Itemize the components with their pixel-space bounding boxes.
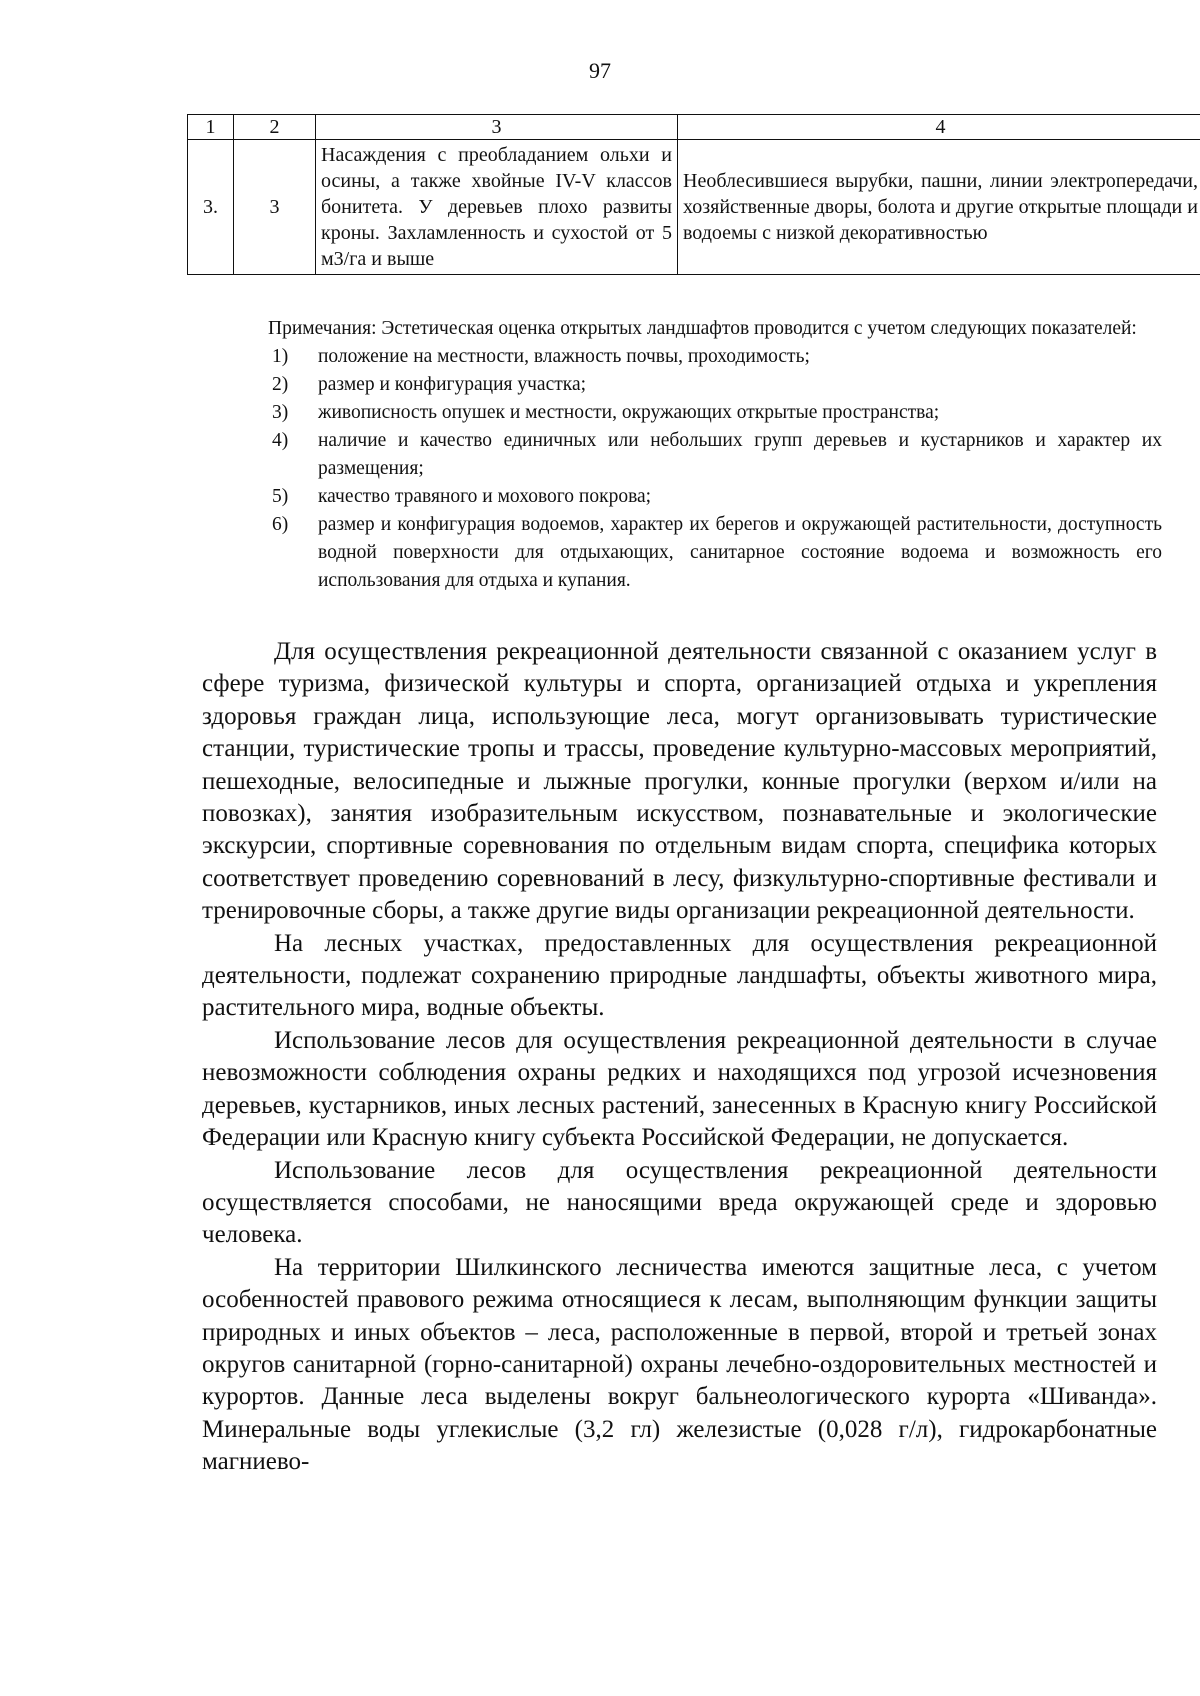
page-number: 97 bbox=[589, 58, 611, 83]
table-notes bbox=[202, 315, 1162, 595]
paragraph: Для осуществления рекреационной деятельности связанной с оказанием услуг в сфере туризма, физической культуры и спорта, организацией отдыха и укрепления здоровья граждан лица, использующие леса, могут организовывать туристические станции, туристические тропы и трассы, проведение культурно-массовых мероприятий, пешеходные, велосипедные и лыжные прогулки, конные прогулки (верхом и/или на повозках), занятия изобразительным искусством, познавательные и экологические экскурсии, спортивные соревнования по отдельным видам спорта, специфика которых соответствует проведению соревнований в лесу, физкультурно-спортивные фестивали и тренировочные сборы, а также другие виды организации рекреационной деятельности. bbox=[202, 638, 1157, 925]
table-header-cell: 3 bbox=[316, 115, 678, 140]
list-marker: 3) bbox=[272, 402, 289, 423]
body-text bbox=[202, 636, 1157, 1479]
notes-list-item bbox=[202, 427, 1162, 483]
paragraph: Использование лесов для осуществления рекреационной деятельности осуществляется способами, не наносящими вреда окружающей среде и здоровью человека. bbox=[202, 1156, 1157, 1249]
table-row bbox=[188, 140, 1200, 275]
list-item-text: размер и конфигурация участка; bbox=[318, 374, 587, 395]
table-cell-number: 3. bbox=[188, 140, 234, 275]
notes-list-item bbox=[202, 483, 1162, 511]
paragraph: На лесных участках, предоставленных для осуществления рекреационной деятельности, подлежат сохранению природные ландшафты, объекты животного мира, растительного мира, водные объекты. bbox=[202, 929, 1157, 1022]
notes-list-item bbox=[202, 343, 1162, 371]
notes-list bbox=[202, 343, 1162, 595]
notes-list-item bbox=[202, 399, 1162, 427]
landscape-table bbox=[187, 114, 1200, 275]
list-item-text: наличие и качество единичных или небольших групп деревьев и кустарников и характер их размещения; bbox=[318, 430, 1162, 479]
list-item-text: размер и конфигурация водоемов, характер их берегов и окружающей растительности, доступность водной поверхности для отдыхающих, санитарное состояние водоема и возможность его использования для отдыха и купания. bbox=[318, 514, 1162, 591]
table-cell-class: 3 bbox=[234, 140, 316, 275]
list-marker: 1) bbox=[272, 346, 289, 367]
list-item-text: живописность опушек и местности, окружающих открытые пространства; bbox=[318, 402, 940, 423]
list-marker: 5) bbox=[272, 486, 289, 507]
paragraph: На территории Шилкинского лесничества имеются защитные леса, с учетом особенностей правового режима относящиеся к лесам, выполняющим функции защиты природных и иных объектов – леса, расположенные в первой, второй и третьей зонах округов санитарной (горно-санитарной) охраны лечебно-оздоровительных местностей и курортов. Данные леса выделены вокруг бальнеологического курорта «Шиванда». Минеральные воды углекислые (3,2 гл) железистые (0,028 г/л), гидрокарбонатные магниево- bbox=[202, 1253, 1157, 1476]
list-item-text: качество травяного и мохового покрова; bbox=[318, 486, 652, 507]
notes-list-item bbox=[202, 371, 1162, 399]
paragraph: Использование лесов для осуществления рекреационной деятельности в случае невозможности соблюдения охраны редких и находящихся под угрозой исчезновения деревьев, кустарников, иных лесных растений, занесенных в Красную книгу Российской Федерации или Красную книгу субъекта Российской Федерации, не допускается. bbox=[202, 1026, 1157, 1152]
table-cell-forest-description: Насаждения с преобладанием ольхи и осины, а также хвойные IV-V классов бонитета. У деревьев плохо развиты кроны. Захламленность и сухостой от 5 м3/га и выше bbox=[316, 140, 678, 275]
table-header-cell: 2 bbox=[234, 115, 316, 140]
list-marker: 4) bbox=[272, 430, 289, 451]
notes-intro: Примечания: Эстетическая оценка открытых ландшафтов проводится с учетом следующих показателей: bbox=[268, 318, 1137, 339]
table-header-row bbox=[188, 115, 1200, 140]
notes-list-item bbox=[202, 511, 1162, 595]
table-header-cell: 4 bbox=[678, 115, 1200, 140]
list-item-text: положение на местности, влажность почвы, проходимость; bbox=[318, 346, 810, 367]
table-header-cell: 1 bbox=[188, 115, 234, 140]
list-marker: 2) bbox=[272, 374, 289, 395]
list-marker: 6) bbox=[272, 514, 289, 535]
table-cell-open-landscape-description: Необлесившиеся вырубки, пашни, линии электропередачи, хозяйственные дворы, болота и другие открытые площади и водоемы с низкой декоративностью bbox=[678, 140, 1200, 275]
